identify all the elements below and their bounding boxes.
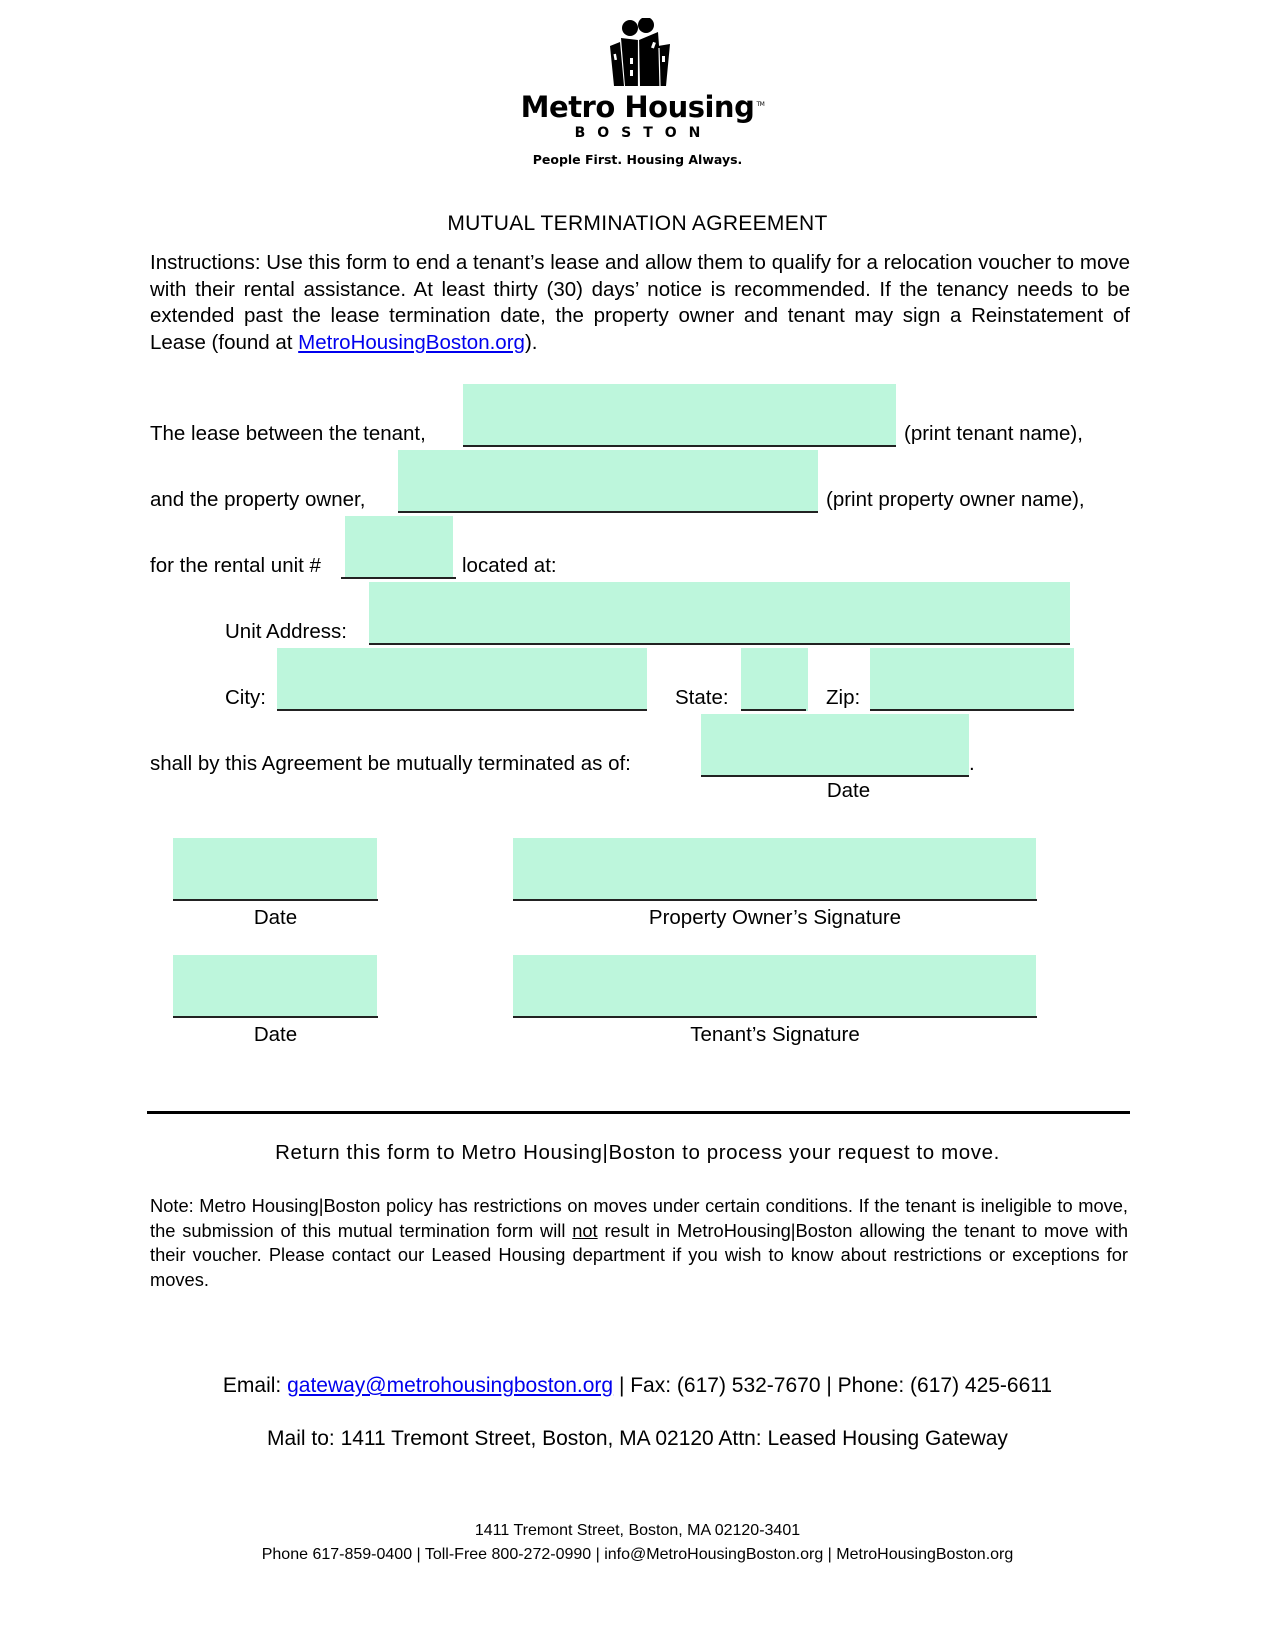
tenant-prefix: The lease between the tenant, [150, 422, 426, 445]
termination-date-underline [701, 775, 969, 777]
owner-prefix: and the property owner, [150, 488, 366, 511]
state-field[interactable] [741, 648, 808, 711]
tenant-signature-label: Tenant’s Signature [690, 1023, 860, 1046]
return-notice: Return this form to Metro Housing|Boston to process your request to move. [275, 1141, 1000, 1164]
fax-phone-text: | Fax: (617) 532-7670 | Phone: (617) 425-6611 [613, 1374, 1053, 1397]
mail-to-line: Mail to: 1411 Tremont Street, Boston, MA 02120 Attn: Leased Housing Gateway [267, 1427, 1008, 1450]
note-text-end: result in MetroHousing|Boston allowing the tenant to move with their voucher. Please contact our Leased Housing department if you wish to know about restrictions or exceptions for moves. [150, 1219, 1128, 1290]
owner-suffix: (print property owner name), [826, 488, 1085, 511]
address-label: Unit Address: [225, 620, 347, 643]
zip-label: Zip: [826, 686, 861, 709]
city-label: City: [225, 686, 266, 709]
trademark: TM [756, 101, 765, 108]
note-emphasis: not [572, 1219, 598, 1241]
tenant-suffix: (print tenant name), [904, 422, 1083, 445]
page-title: MUTUAL TERMINATION AGREEMENT [447, 212, 828, 235]
owner-signature-underline [513, 899, 1037, 901]
tenant-sign-date-field[interactable] [173, 955, 377, 1017]
city-field[interactable] [277, 648, 647, 711]
footer-contact: Phone 617-859-0400 | Toll-Free 800-272-0990 | info@MetroHousingBoston.org | MetroHousingBoston.org [261, 1546, 1014, 1563]
owner-name-field[interactable] [398, 450, 818, 513]
tenant-signature-field[interactable] [513, 955, 1036, 1017]
email-link[interactable]: gateway@metrohousingboston.org [287, 1374, 614, 1397]
horizontal-divider [147, 1111, 1130, 1114]
owner-name-underline [398, 511, 818, 513]
people-reading-buildings-icon [598, 18, 678, 88]
logo-city: BOSTON [574, 125, 713, 141]
contact-line [0, 1374, 1275, 1398]
city-underline [277, 709, 647, 711]
owner-sign-date-field[interactable] [173, 838, 377, 900]
tenant-name-field[interactable] [463, 384, 896, 447]
tenant-name-underline [463, 445, 896, 447]
owner-signature-label: Property Owner’s Signature [648, 906, 902, 929]
logo-name [520, 90, 765, 124]
termination-date-caption: Date [826, 779, 871, 802]
owner-sign-date-label: Date [253, 906, 298, 929]
unit-address-underline [369, 643, 1070, 645]
state-label: State: [675, 686, 729, 709]
instructions-text: Instructions: Use this form to end a tenant’s lease and allow them to qualify for a relocation voucher to move with their rental assistance. At least thirty (30) days’ notice is recommended. If the tenancy needs to be extended past the lease termination date, the property owner and tenant may sign a Reinstatement of Lease (found at [150, 251, 1130, 354]
note-text: Note: Metro Housing|Boston policy has restrictions on moves under certain conditions. If the tenant is ineligible to move, the submission of this mutual termination form will [150, 1195, 1128, 1241]
policy-note [150, 1194, 1128, 1292]
unit-suffix: located at: [462, 554, 557, 577]
logo-name-text: Metro Housing [520, 90, 755, 124]
instructions-text-end: ). [524, 330, 538, 354]
owner-signature-field[interactable] [513, 838, 1036, 900]
zip-field[interactable] [870, 648, 1074, 711]
tenant-sign-date-underline [173, 1016, 378, 1018]
termination-suffix: . [969, 752, 975, 775]
termination-prefix: shall by this Agreement be mutually terminated as of: [150, 752, 631, 775]
website-link[interactable]: MetroHousingBoston.org [298, 330, 525, 354]
tenant-signature-underline [513, 1016, 1037, 1018]
unit-number-underline [341, 577, 456, 579]
unit-number-field[interactable] [345, 516, 453, 579]
logo [0, 18, 1275, 168]
state-underline [741, 709, 806, 711]
footer-address: 1411 Tremont Street, Boston, MA 02120-3401 [474, 1522, 801, 1539]
email-label: Email: [222, 1374, 288, 1397]
owner-sign-date-underline [173, 899, 378, 901]
logo-tagline: People First. Housing Always. [532, 152, 743, 167]
unit-prefix: for the rental unit # [150, 554, 321, 577]
zip-underline [870, 709, 1074, 711]
termination-date-field[interactable] [701, 714, 969, 777]
tenant-sign-date-label: Date [253, 1023, 298, 1046]
instructions-paragraph [150, 250, 1130, 356]
unit-address-field[interactable] [369, 582, 1070, 645]
